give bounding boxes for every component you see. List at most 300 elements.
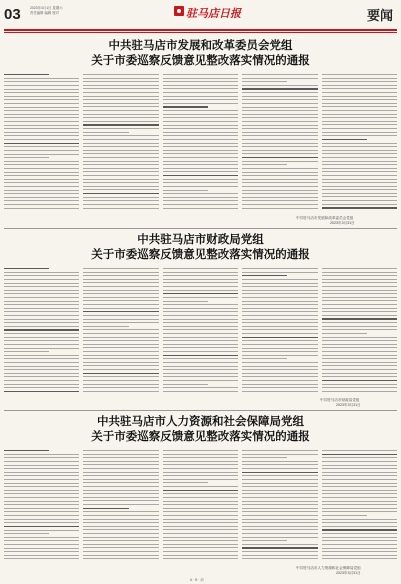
text-line bbox=[242, 501, 317, 502]
text-column bbox=[4, 268, 79, 396]
text-line bbox=[322, 189, 397, 190]
article-2-date: 2023年3月31日 bbox=[336, 403, 361, 407]
article-2-title-line-2: 关于市委巡察反馈意见整改落实情况的通报 bbox=[91, 247, 310, 261]
text-line bbox=[322, 508, 397, 509]
text-line bbox=[83, 88, 158, 89]
text-line bbox=[4, 519, 79, 520]
text-line bbox=[163, 329, 238, 330]
text-line bbox=[4, 293, 79, 294]
text-line bbox=[322, 322, 397, 323]
text-line bbox=[83, 293, 158, 294]
text-line bbox=[4, 110, 79, 111]
text-line bbox=[4, 114, 79, 115]
text-line bbox=[4, 479, 79, 480]
text-line bbox=[163, 515, 238, 516]
text-line bbox=[83, 551, 158, 552]
text-line bbox=[242, 107, 317, 108]
text-line bbox=[83, 490, 158, 491]
text-line bbox=[83, 537, 158, 538]
article-3[interactable] bbox=[4, 414, 397, 444]
text-line bbox=[163, 290, 238, 291]
text-line bbox=[83, 96, 158, 97]
text-line bbox=[242, 103, 317, 104]
text-line bbox=[322, 468, 397, 469]
text-line bbox=[322, 454, 397, 455]
text-line bbox=[4, 511, 79, 512]
text-line bbox=[163, 555, 238, 556]
text-line bbox=[242, 293, 317, 294]
text-line bbox=[322, 387, 397, 388]
text-line bbox=[242, 508, 317, 509]
text-line bbox=[83, 150, 158, 151]
text-line bbox=[83, 355, 158, 356]
text-line bbox=[242, 540, 287, 541]
text-line bbox=[322, 293, 397, 294]
text-line bbox=[4, 78, 79, 79]
text-line bbox=[163, 472, 238, 473]
text-line bbox=[163, 157, 238, 158]
text-line bbox=[83, 117, 158, 118]
text-line bbox=[163, 362, 238, 363]
text-line bbox=[163, 468, 238, 469]
text-line bbox=[83, 362, 158, 363]
text-line bbox=[242, 497, 317, 498]
text-line bbox=[4, 530, 79, 531]
text-line bbox=[322, 139, 367, 140]
text-line bbox=[4, 283, 79, 284]
text-line bbox=[242, 311, 317, 312]
text-line bbox=[4, 268, 49, 269]
text-line bbox=[163, 319, 238, 320]
text-line bbox=[242, 322, 317, 323]
text-line bbox=[163, 275, 238, 276]
page-number: 03 bbox=[4, 6, 21, 23]
text-line bbox=[242, 78, 317, 79]
text-line bbox=[242, 351, 317, 352]
text-line bbox=[83, 369, 158, 370]
text-line bbox=[4, 533, 49, 534]
text-column bbox=[83, 74, 158, 214]
text-line bbox=[83, 304, 158, 305]
text-line bbox=[242, 121, 317, 122]
text-line bbox=[83, 526, 158, 527]
text-line bbox=[242, 533, 317, 534]
text-line bbox=[163, 508, 238, 509]
text-line bbox=[4, 286, 79, 287]
text-line bbox=[322, 529, 397, 530]
text-line bbox=[4, 526, 79, 527]
text-line bbox=[242, 333, 317, 334]
text-line bbox=[163, 190, 208, 191]
article-divider-2 bbox=[4, 410, 397, 411]
text-line bbox=[83, 311, 158, 312]
text-line bbox=[163, 358, 238, 359]
text-line bbox=[242, 454, 317, 455]
text-line bbox=[4, 376, 79, 377]
text-line bbox=[242, 161, 317, 162]
text-line bbox=[242, 475, 317, 476]
text-line bbox=[242, 522, 317, 523]
text-line bbox=[322, 515, 367, 516]
text-line bbox=[163, 88, 238, 89]
text-line bbox=[83, 365, 158, 366]
text-line bbox=[322, 544, 397, 545]
text-line bbox=[322, 475, 397, 476]
text-line bbox=[4, 157, 49, 158]
text-line bbox=[163, 511, 238, 512]
text-line bbox=[322, 161, 397, 162]
text-line bbox=[322, 362, 397, 363]
text-line bbox=[242, 450, 317, 451]
text-column bbox=[163, 74, 238, 214]
text-line bbox=[322, 304, 397, 305]
text-line bbox=[83, 200, 158, 201]
text-line bbox=[83, 472, 158, 473]
text-line bbox=[322, 74, 397, 75]
text-line bbox=[163, 168, 238, 169]
text-line bbox=[83, 454, 158, 455]
text-line bbox=[4, 457, 79, 458]
text-line bbox=[163, 322, 238, 323]
text-line bbox=[242, 99, 317, 100]
text-line bbox=[4, 340, 79, 341]
text-line bbox=[242, 283, 317, 284]
text-line bbox=[242, 125, 317, 126]
text-line bbox=[163, 347, 238, 348]
text-line bbox=[83, 286, 158, 287]
text-line bbox=[242, 182, 317, 183]
text-line bbox=[242, 457, 287, 458]
text-line bbox=[242, 387, 317, 388]
text-line bbox=[163, 268, 238, 269]
text-line bbox=[322, 472, 397, 473]
text-line bbox=[242, 172, 317, 173]
text-line bbox=[83, 515, 158, 516]
text-line bbox=[4, 172, 79, 173]
text-line bbox=[242, 340, 317, 341]
text-line bbox=[322, 318, 397, 319]
text-line bbox=[163, 308, 238, 309]
text-line bbox=[4, 99, 79, 100]
text-line bbox=[83, 168, 158, 169]
text-line bbox=[322, 85, 397, 86]
text-line bbox=[242, 380, 317, 381]
header-rule bbox=[4, 29, 397, 31]
text-line bbox=[242, 344, 317, 345]
text-line bbox=[242, 329, 317, 330]
text-line bbox=[163, 558, 238, 559]
text-line bbox=[163, 161, 238, 162]
text-line bbox=[83, 110, 158, 111]
text-line bbox=[163, 81, 238, 82]
text-line bbox=[4, 164, 79, 165]
text-line bbox=[163, 153, 238, 154]
text-line bbox=[322, 329, 397, 330]
text-line bbox=[322, 497, 397, 498]
text-line bbox=[322, 308, 397, 309]
text-line bbox=[4, 182, 79, 183]
text-line bbox=[83, 533, 158, 534]
text-line bbox=[163, 311, 238, 312]
text-line bbox=[83, 547, 158, 548]
section-tag: 要闻 bbox=[366, 8, 393, 23]
text-line bbox=[242, 369, 317, 370]
page-header bbox=[0, 0, 401, 32]
text-line bbox=[322, 92, 397, 93]
text-line bbox=[242, 490, 317, 491]
text-line bbox=[322, 146, 397, 147]
text-line bbox=[242, 504, 317, 505]
text-line bbox=[242, 186, 317, 187]
text-line bbox=[4, 290, 79, 291]
issue-date: 2023年4月1日 星期六 bbox=[30, 6, 63, 10]
text-line bbox=[83, 279, 158, 280]
text-line bbox=[4, 103, 79, 104]
article-1-title-line-2: 关于市委巡察反馈意见整改落实情况的通报 bbox=[91, 53, 310, 67]
text-line bbox=[83, 333, 158, 334]
text-line bbox=[83, 308, 158, 309]
text-line bbox=[4, 193, 79, 194]
text-column bbox=[322, 268, 397, 396]
text-line bbox=[322, 150, 397, 151]
text-line bbox=[322, 193, 397, 194]
text-line bbox=[322, 391, 397, 392]
text-line bbox=[83, 128, 158, 129]
text-line bbox=[83, 457, 158, 458]
text-line bbox=[163, 490, 238, 491]
text-line bbox=[163, 373, 238, 374]
text-line bbox=[4, 308, 79, 309]
text-line bbox=[242, 110, 317, 111]
text-line bbox=[163, 333, 238, 334]
text-line bbox=[4, 275, 79, 276]
text-column bbox=[4, 450, 79, 562]
text-line bbox=[4, 468, 79, 469]
text-line bbox=[83, 146, 158, 147]
text-line bbox=[4, 190, 79, 191]
text-line bbox=[83, 337, 158, 338]
text-line bbox=[242, 197, 317, 198]
article-1[interactable] bbox=[4, 38, 397, 68]
text-line bbox=[4, 139, 79, 140]
text-line bbox=[322, 519, 397, 520]
text-line bbox=[83, 468, 158, 469]
text-line bbox=[322, 272, 397, 273]
text-line bbox=[163, 547, 238, 548]
text-line bbox=[242, 128, 317, 129]
text-line bbox=[322, 486, 397, 487]
text-line bbox=[322, 555, 397, 556]
article-2-body bbox=[4, 268, 397, 406]
text-line bbox=[83, 157, 158, 158]
text-line bbox=[163, 200, 238, 201]
text-line bbox=[163, 85, 238, 86]
text-line bbox=[242, 472, 317, 473]
text-line bbox=[163, 103, 238, 104]
text-line bbox=[322, 300, 397, 301]
text-line bbox=[4, 501, 79, 502]
text-line bbox=[4, 391, 79, 392]
text-line bbox=[83, 175, 158, 176]
text-line bbox=[242, 464, 317, 465]
text-column bbox=[83, 268, 158, 396]
text-line bbox=[163, 369, 238, 370]
text-line bbox=[242, 200, 317, 201]
text-line bbox=[242, 139, 317, 140]
text-line bbox=[242, 461, 317, 462]
text-line bbox=[83, 114, 158, 115]
text-line bbox=[322, 157, 397, 158]
text-line bbox=[322, 268, 397, 269]
text-line bbox=[163, 193, 238, 194]
text-line bbox=[4, 301, 79, 302]
text-line bbox=[163, 355, 238, 356]
text-line bbox=[322, 290, 397, 291]
text-line bbox=[4, 125, 79, 126]
text-line bbox=[322, 333, 367, 334]
text-line bbox=[322, 132, 397, 133]
article-2[interactable] bbox=[4, 232, 397, 262]
text-line bbox=[4, 311, 79, 312]
text-column bbox=[83, 450, 158, 562]
text-line bbox=[83, 197, 158, 198]
text-line bbox=[322, 504, 397, 505]
text-line bbox=[322, 551, 397, 552]
text-line bbox=[83, 275, 158, 276]
text-column bbox=[322, 450, 397, 562]
text-line bbox=[322, 81, 397, 82]
text-line bbox=[322, 78, 397, 79]
text-line bbox=[83, 74, 158, 75]
text-line bbox=[242, 544, 317, 545]
text-line bbox=[163, 387, 238, 388]
text-line bbox=[163, 519, 238, 520]
text-line bbox=[4, 89, 79, 90]
text-line bbox=[242, 297, 317, 298]
text-line bbox=[83, 391, 158, 392]
text-line bbox=[4, 369, 79, 370]
text-line bbox=[242, 85, 317, 86]
text-column bbox=[242, 268, 317, 396]
text-line bbox=[163, 533, 238, 534]
article-3-title-line-2: 关于市委巡察反馈意见整改落实情况的通报 bbox=[91, 429, 310, 443]
text-line bbox=[83, 92, 158, 93]
text-line bbox=[242, 290, 317, 291]
text-line bbox=[4, 85, 79, 86]
text-line bbox=[242, 157, 317, 158]
text-line bbox=[322, 457, 397, 458]
text-line bbox=[4, 348, 79, 349]
text-line bbox=[242, 92, 317, 93]
text-line bbox=[163, 139, 238, 140]
text-line bbox=[242, 355, 317, 356]
text-line bbox=[83, 132, 128, 133]
text-line bbox=[83, 272, 158, 273]
text-line bbox=[4, 128, 79, 129]
text-line bbox=[322, 376, 397, 377]
text-line bbox=[163, 391, 238, 392]
text-line bbox=[322, 311, 397, 312]
text-line bbox=[4, 197, 79, 198]
text-line bbox=[322, 540, 397, 541]
text-line bbox=[242, 268, 317, 269]
text-line bbox=[4, 472, 79, 473]
text-line bbox=[83, 78, 158, 79]
text-line bbox=[4, 297, 79, 298]
text-column bbox=[242, 450, 317, 562]
text-line bbox=[83, 106, 158, 107]
text-line bbox=[83, 193, 158, 194]
text-line bbox=[83, 340, 158, 341]
text-line bbox=[163, 301, 208, 302]
text-line bbox=[242, 483, 317, 484]
text-line bbox=[163, 366, 238, 367]
text-line bbox=[322, 537, 397, 538]
text-line bbox=[163, 146, 238, 147]
article-1-date: 2023年3月31日 bbox=[330, 221, 355, 225]
text-line bbox=[4, 208, 79, 209]
text-line bbox=[4, 555, 79, 556]
text-line bbox=[4, 362, 79, 363]
text-line bbox=[83, 135, 158, 136]
text-line bbox=[163, 117, 238, 118]
text-line bbox=[242, 511, 317, 512]
text-line bbox=[83, 344, 158, 345]
text-line bbox=[83, 268, 158, 269]
text-line bbox=[83, 300, 158, 301]
text-line bbox=[242, 526, 317, 527]
text-line bbox=[163, 135, 238, 136]
text-line bbox=[242, 326, 317, 327]
text-line bbox=[4, 351, 49, 352]
text-line bbox=[163, 74, 238, 75]
text-line bbox=[322, 106, 397, 107]
text-line bbox=[163, 179, 238, 180]
text-line bbox=[163, 182, 238, 183]
text-line bbox=[4, 537, 79, 538]
text-line bbox=[322, 114, 397, 115]
text-line bbox=[163, 454, 238, 455]
text-line bbox=[163, 380, 238, 381]
text-line bbox=[163, 186, 238, 187]
text-line bbox=[242, 555, 317, 556]
text-line bbox=[163, 143, 238, 144]
text-line bbox=[322, 369, 397, 370]
text-line bbox=[83, 387, 158, 388]
text-column bbox=[163, 268, 238, 396]
text-line bbox=[163, 464, 238, 465]
text-line bbox=[163, 497, 238, 498]
text-line bbox=[4, 326, 79, 327]
article-1-title-line-1: 中共驻马店市发展和改革委员会党组 bbox=[108, 38, 293, 52]
text-line bbox=[322, 380, 397, 381]
text-line bbox=[242, 537, 317, 538]
text-line bbox=[242, 358, 287, 359]
text-line bbox=[163, 125, 238, 126]
text-line bbox=[242, 551, 317, 552]
text-line bbox=[83, 522, 158, 523]
text-line bbox=[83, 204, 158, 205]
text-line bbox=[4, 504, 79, 505]
text-line bbox=[242, 301, 317, 302]
text-line bbox=[242, 519, 317, 520]
text-line bbox=[242, 96, 317, 97]
text-line bbox=[4, 272, 79, 273]
text-line bbox=[4, 81, 79, 82]
text-line bbox=[163, 337, 238, 338]
text-line bbox=[242, 308, 317, 309]
text-line bbox=[163, 551, 238, 552]
